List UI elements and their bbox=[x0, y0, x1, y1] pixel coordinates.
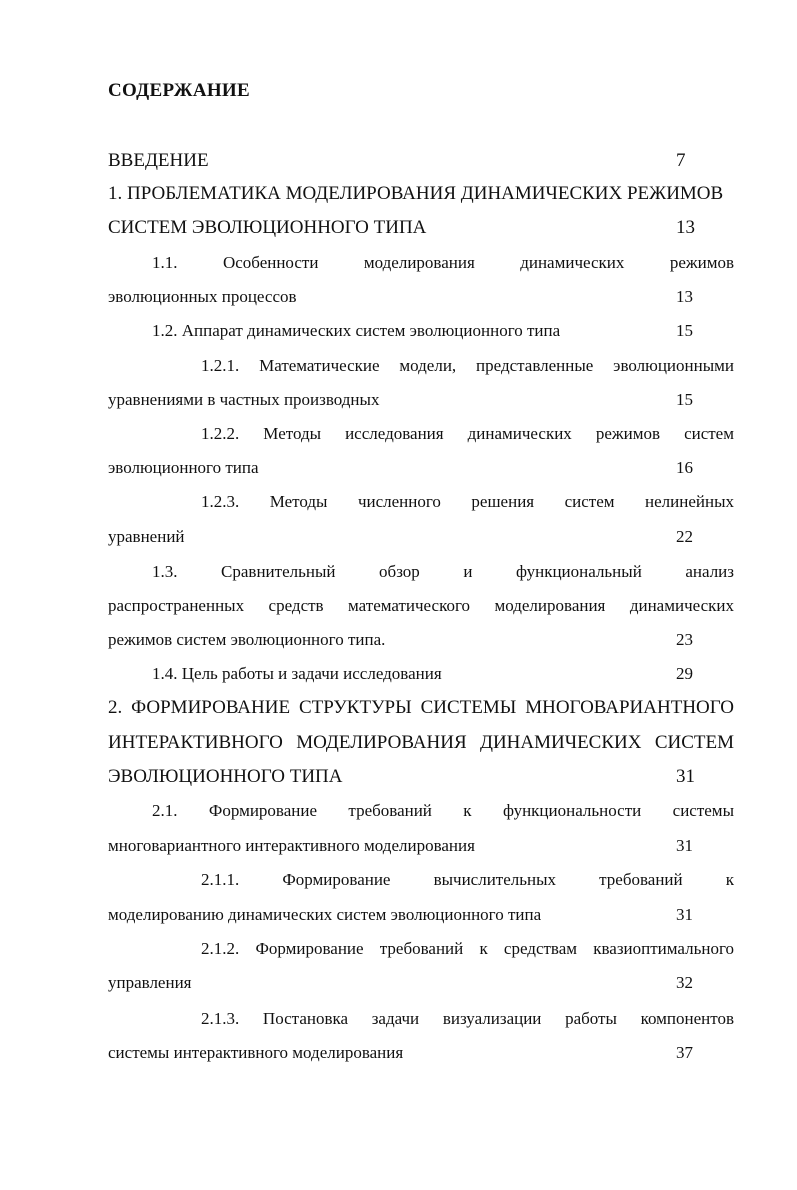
toc-entry-text: 1.2.1. Математические модели, представленные эволюционными bbox=[201, 356, 734, 375]
toc-page-number: 13 bbox=[676, 287, 693, 306]
toc-entry-1-3-line-1 bbox=[108, 563, 734, 580]
toc-entry-1-1-line-1 bbox=[108, 254, 734, 271]
toc-entry-text: распространенных средств математического моделирования динамических bbox=[108, 596, 734, 615]
toc-entry-1-2: 1.2. Аппарат динамических систем эволюционного типа bbox=[152, 321, 561, 340]
toc-entry-text: 1.1. Особенности моделирования динамических режимов bbox=[152, 253, 734, 272]
toc-page-number: 15 bbox=[676, 390, 693, 409]
toc-entry-1-2-1-line-2: уравнениями в частных производных bbox=[108, 390, 380, 409]
toc-entry-chapter-1-line-2: СИСТЕМ ЭВОЛЮЦИОННОГО ТИПА bbox=[108, 217, 427, 238]
toc-page-number: 16 bbox=[676, 458, 693, 477]
toc-entry-1-2-2-line-1 bbox=[108, 425, 734, 442]
toc-entry-1-2-3-line-2: уравнений bbox=[108, 527, 185, 546]
toc-page-number: 37 bbox=[676, 1043, 693, 1062]
toc-entry-1-2-3-line-1 bbox=[108, 493, 734, 510]
toc-page-number: 13 bbox=[676, 217, 695, 238]
toc-page-number: 7 bbox=[676, 150, 686, 171]
toc-entry-2-1-line-1 bbox=[108, 802, 734, 819]
toc-entry-text: 1. ПРОБЛЕМАТИКА МОДЕЛИРОВАНИЯ ДИНАМИЧЕСКИХ РЕЖИМОВ bbox=[108, 183, 724, 204]
page-title: СОДЕРЖАНИЕ bbox=[108, 80, 250, 101]
toc-entry-chapter-1-line-1 bbox=[108, 184, 734, 203]
toc-entry-1-3-line-3: режимов систем эволюционного типа. bbox=[108, 630, 386, 649]
toc-page-number: 29 bbox=[676, 664, 693, 683]
toc-entry-2-1-2-line-2: управления bbox=[108, 973, 192, 992]
toc-entry-1-2-1-line-1 bbox=[108, 357, 734, 374]
toc-entry-intro: ВВЕДЕНИЕ bbox=[108, 150, 209, 171]
toc-page-number: 31 bbox=[676, 766, 695, 787]
toc-entry-2-1-1-line-1 bbox=[108, 871, 734, 888]
toc-entry-1-1-line-2: эволюционных процессов bbox=[108, 287, 297, 306]
toc-entry-2-1-3-line-1 bbox=[108, 1010, 734, 1027]
toc-entry-text: 2.1.2. Формирование требований к средствам квазиоптимального bbox=[201, 939, 734, 958]
toc-page-number: 31 bbox=[676, 905, 693, 924]
toc-entry-chapter-2-line-3: ЭВОЛЮЦИОННОГО ТИПА bbox=[108, 766, 343, 787]
toc-entry-chapter-2-line-2 bbox=[108, 733, 734, 752]
toc-entry-2-1-2-line-1 bbox=[108, 940, 734, 957]
toc-page-number: 32 bbox=[676, 973, 693, 992]
toc-entry-2-1-1-line-2: моделированию динамических систем эволюционного типа bbox=[108, 905, 542, 924]
toc-entry-text: 1.2.3. Методы численного решения систем нелинейных bbox=[201, 492, 734, 511]
toc-page-number: 31 bbox=[676, 836, 693, 855]
toc-entry-text: 2.1. Формирование требований к функциональности системы bbox=[152, 801, 734, 820]
toc-entry-1-3-line-2 bbox=[108, 597, 734, 614]
toc-entry-text: 1.3. Сравнительный обзор и функциональный анализ bbox=[152, 562, 734, 581]
toc-entry-text: 2.1.3. Постановка задачи визуализации работы компонентов bbox=[201, 1009, 734, 1028]
toc-page-number: 15 bbox=[676, 321, 693, 340]
toc-entry-text: 2. ФОРМИРОВАНИЕ СТРУКТУРЫ СИСТЕМЫ МНОГОВАРИАНТНОГО bbox=[108, 697, 734, 718]
toc-entry-text: 1.2.2. Методы исследования динамических режимов систем bbox=[201, 424, 734, 443]
toc-entry-text: 2.1.1. Формирование вычислительных требований к bbox=[201, 870, 734, 889]
toc-entry-1-4: 1.4. Цель работы и задачи исследования bbox=[152, 664, 442, 683]
toc-entry-chapter-2-line-1 bbox=[108, 698, 734, 717]
toc-page-number: 22 bbox=[676, 527, 693, 546]
toc-page-number: 23 bbox=[676, 630, 693, 649]
toc-entry-1-2-2-line-2: эволюционного типа bbox=[108, 458, 259, 477]
toc-entry-text: ИНТЕРАКТИВНОГО МОДЕЛИРОВАНИЯ ДИНАМИЧЕСКИХ СИСТЕМ bbox=[108, 732, 734, 753]
toc-entry-2-1-line-2: многовариантного интерактивного моделирования bbox=[108, 836, 475, 855]
toc-entry-2-1-3-line-2: системы интерактивного моделирования bbox=[108, 1043, 404, 1062]
